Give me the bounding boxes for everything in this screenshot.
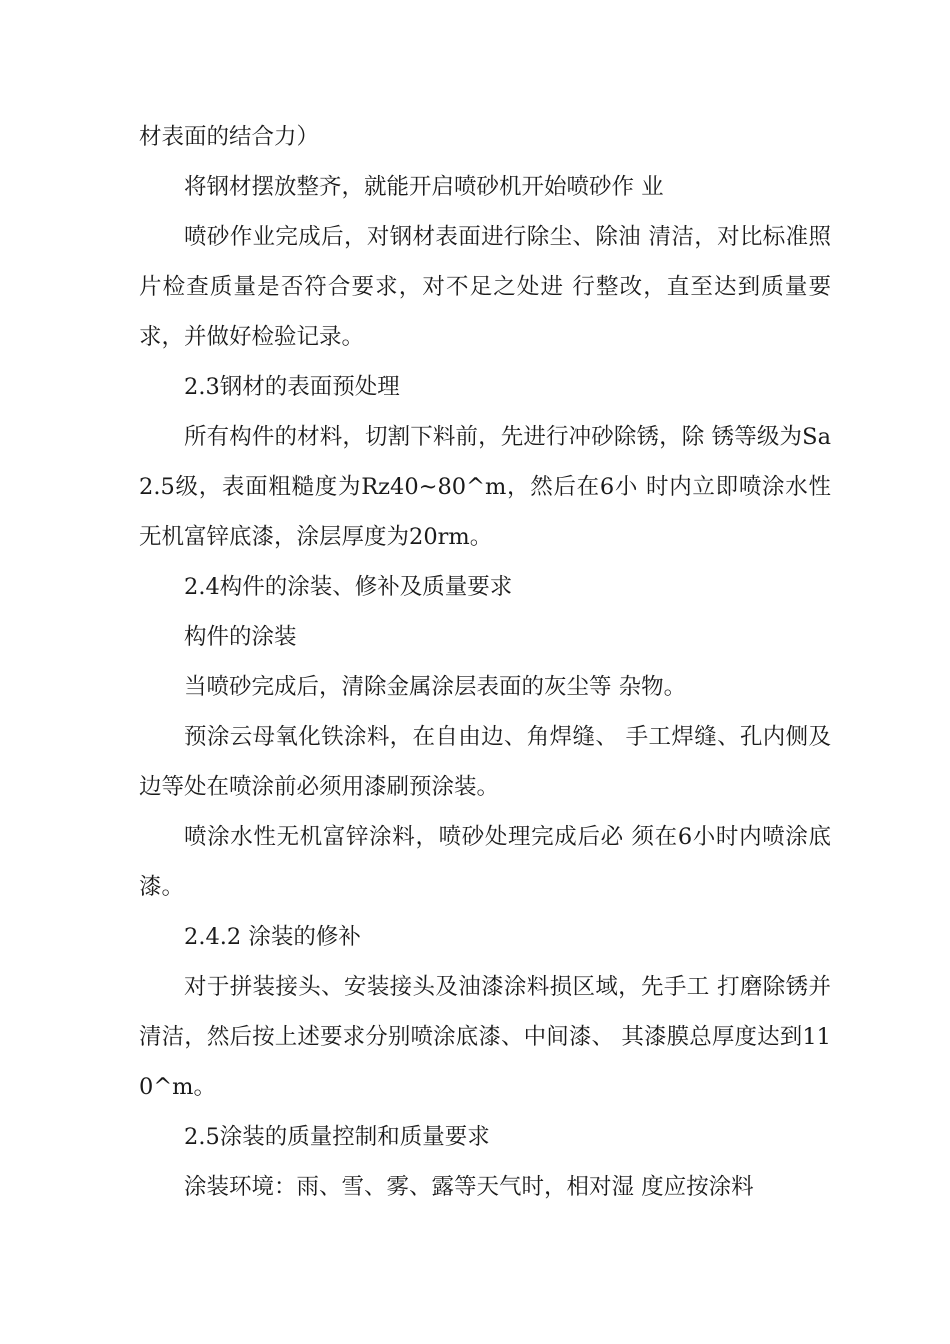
paragraph-clean-dust: 当喷砂完成后，清除金属涂层表面的灰尘等 杂物。 [184,674,687,700]
paragraph-after-blasting: 喷砂作业完成后，对钢材表面进行除尘、除油 清洁，对比标准照片检查质量是否符合要求，对不足之处进 行整改，直至达到质量要求，并做好检验记录。 [139,224,831,350]
paragraph-continuation: 材表面的结合力） [139,124,320,150]
document-body [139,112,831,1212]
subheading-coating: 构件的涂装 [184,624,297,650]
paragraph-pretreatment: 所有构件的材料，切割下料前，先进行冲砂除锈，除 锈等级为Sa2.5级，表面粗糙度为Rz40~80^m，然后在6小 时内立即喷涂水性无机富锌底漆，涂层厚度为20rm。 [139,424,831,550]
paragraph-repair: 对于拼装接头、安装接头及油漆涂料损区域，先手工 打磨除锈并清洁，然后按上述要求分别喷涂底漆、中间漆、 其漆膜总厚度达到110^m。 [139,974,831,1100]
section-heading-2-5: 2.5涂装的质量控制和质量要求 [184,1124,490,1150]
section-heading-2-4-2: 2.4.2 涂装的修补 [184,924,361,950]
section-heading-2-4: 2.4构件的涂装、修补及质量要求 [184,574,513,600]
paragraph-environment: 涂装环境：雨、雪、雾、露等天气时，相对湿 度应按涂料 [184,1174,754,1200]
paragraph-arrange-steel: 将钢材摆放整齐，就能开启喷砂机开始喷砂作 业 [184,174,664,200]
paragraph-spray-primer: 喷涂水性无机富锌涂料，喷砂处理完成后必 须在6小时内喷涂底漆。 [139,824,831,900]
section-heading-2-3: 2.3钢材的表面预处理 [184,374,400,400]
paragraph-precoat: 预涂云母氧化铁涂料，在自由边、角焊缝、 手工焊缝、孔内侧及边等处在喷涂前必须用漆刷预涂装。 [139,724,831,800]
